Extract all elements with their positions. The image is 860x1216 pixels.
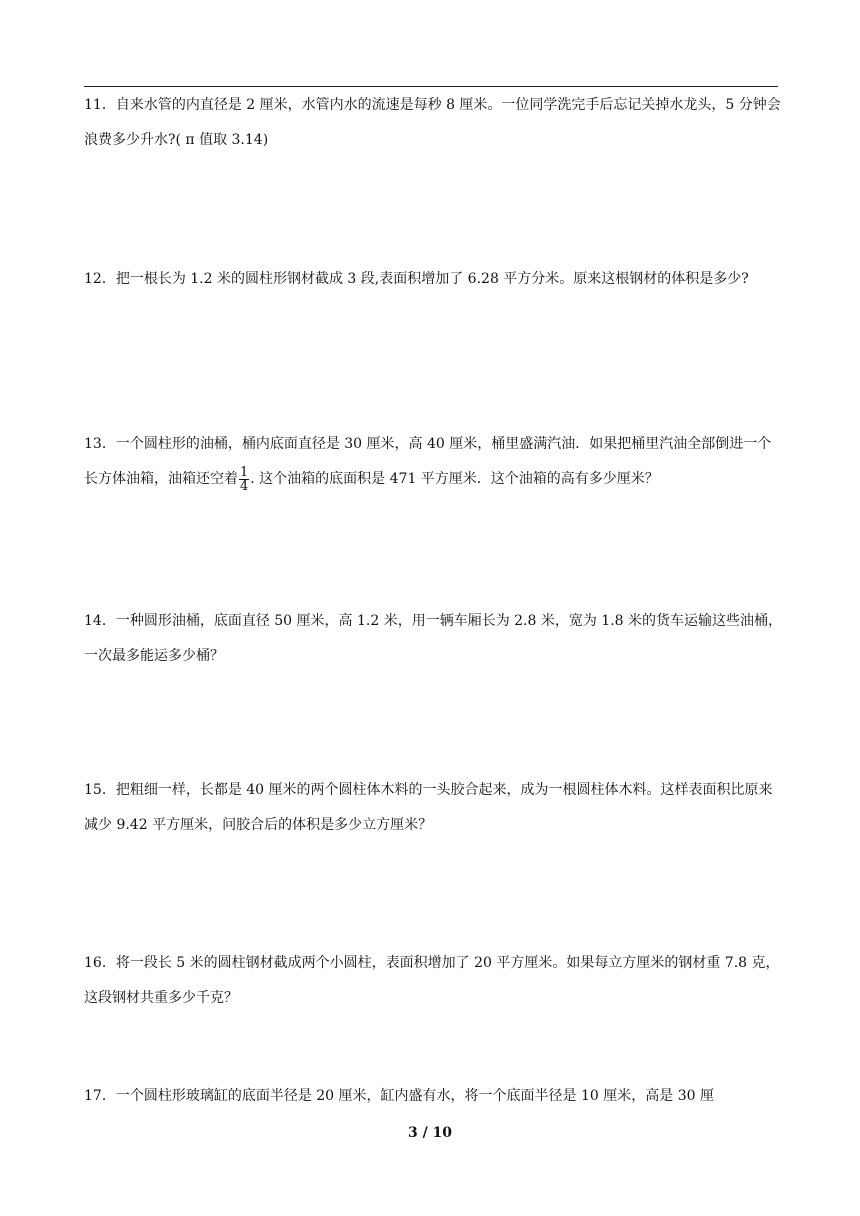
question-17: 17．一个圆柱形玻璃缸的底面半径是 20 厘米，缸内盛有水，将一个底面半径是 10 厘米，高是 30 厘 xyxy=(84,1088,714,1104)
question-16: 16．将一段长 5 米的圆柱钢材截成两个小圆柱，表面积增加了 20 平方厘米。如果每立方厘米的钢材重 7.8 克，这段钢材共重多少千克？ xyxy=(84,955,780,1006)
fraction-one-quarter xyxy=(239,466,249,493)
question-13-text-after: . 这个油箱的底面积是 471 平方厘米．这个油箱的高有多少厘米？ xyxy=(250,471,659,487)
question-14: 14．一种圆形油桶，底面直径 50 厘米，高 1.2 米，用一辆车厢长为 2.8 米，宽为 1.8 米的货车运输这些油桶，一次最多能运多少桶？ xyxy=(84,613,783,664)
fraction-numerator: 1 xyxy=(240,464,249,480)
question-11: 11．自来水管的内直径是 2 厘米，水管内水的流速是每秒 8 厘米。一位同学洗完手后忘记关掉水龙头，5 分钟会浪费多少升水?( π 值取 3.14) xyxy=(84,97,781,148)
page-number: 3 / 10 xyxy=(407,1125,453,1141)
question-15: 15．把粗细一样，长都是 40 厘米的两个圆柱体木料的一头胶合起来，成为一根圆柱体木料。这样表面积比原来减少 9.42 平方厘米，问胶合后的体积是多少立方厘米？ xyxy=(84,782,773,833)
question-12: 12．把一根长为 1.2 米的圆柱形钢材截成 3 段,表面积增加了 6.28 平方分米。原来这根钢材的体积是多少? xyxy=(84,271,749,287)
fraction-denominator: 4 xyxy=(240,478,249,494)
question-13-text-before: 13．一个圆柱形的油桶，桶内底面直径是 30 厘米，高 40 厘米，桶里盛满汽油．如果把桶里汽油全部倒进一个长方体油箱，油箱还空着 xyxy=(84,436,772,487)
header-rule xyxy=(84,86,778,87)
question-13 xyxy=(84,427,784,497)
